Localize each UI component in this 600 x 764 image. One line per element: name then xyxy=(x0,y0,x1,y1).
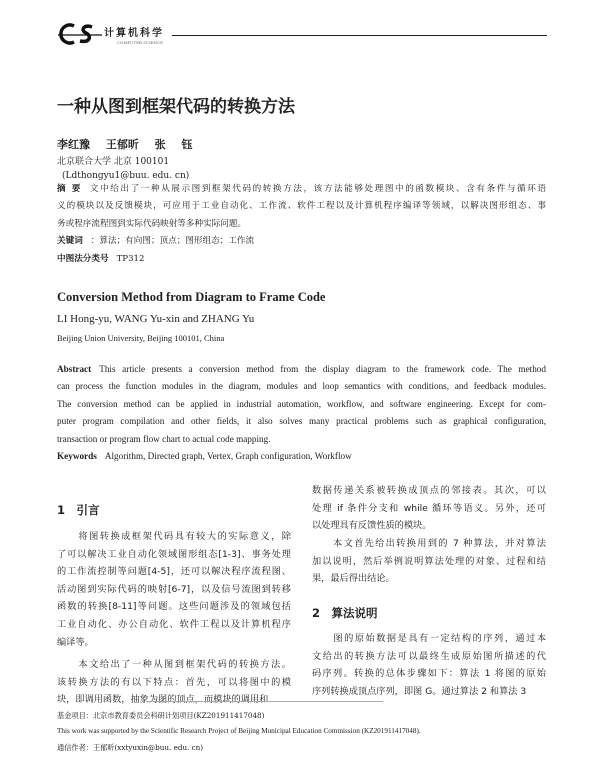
keywords-en-value: Algorithm, Directed graph, Vertex, Graph configuration, Workflow xyxy=(104,451,352,462)
affiliation-cn: 北京联合大学 北京 100101 xyxy=(57,157,170,167)
text-line: 数据传递关系被转换成顶点的邻接表。其次，可以 xyxy=(312,485,546,496)
footnote-fund-en: This work was supported by the Scientific Research Project of Beijing Municipal Education Commission (KZ201911417048). xyxy=(57,727,421,735)
text-line: puter program compilation and other fields, it also solves many practical problems such as graphical configuration, xyxy=(57,416,546,427)
right-paragraph-2 xyxy=(312,535,546,588)
text-line: 该转换方法的有以下特点：首先，可以将图中的模 xyxy=(57,676,291,688)
abstract-en-lines xyxy=(57,361,546,448)
text-line: 码序列。转换的总体步骤如下：算法 1 将图的原始 xyxy=(312,668,546,680)
keywords-label: 关键词 xyxy=(57,236,83,247)
text-line: The conversion method can be applied in industrial automation, workflow, and software engineering. Except for com- xyxy=(57,398,546,409)
classification-cn xyxy=(57,251,546,268)
footnote-divider xyxy=(147,701,383,702)
text-line: 处理 if 条件分支和 while 循环等语义。另外，还可 xyxy=(312,502,546,514)
text-line: 工业自动化、办公自动化、软件工程以及计算机程序 xyxy=(57,618,291,630)
english-title: Conversion Method from Diagram to Frame Code xyxy=(57,290,326,304)
journal-logo-icon xyxy=(58,22,102,46)
text-line: 本文给出了一种从图到框架代码的转换方法。 xyxy=(57,659,291,670)
text-line: 将图转换成框架代码具有较大的实际意义，除 xyxy=(57,531,291,542)
text-line: 编译等。 xyxy=(57,636,94,648)
text-line: 以处理具有反馈性质的模块。 xyxy=(312,520,432,532)
page-title: 一种从图到框架代码的转换方法 xyxy=(57,97,295,117)
text-line: 果，最后得出结论。 xyxy=(312,573,395,585)
footnote-corresponding: 通信作者：王郁昕(xxtyuxin@buu. edu. cn) xyxy=(57,743,204,752)
affiliation-en: Beijing Union University, Beijing 100101, China xyxy=(57,333,225,343)
abstract-cn-lines xyxy=(57,181,546,233)
classification-value: TP312 xyxy=(116,253,145,264)
footnote-fund-cn: 基金项目：北京市教育委员会科研计划项目(KZ201911417048) xyxy=(57,711,265,720)
text-line: 函数的转换[8-11]等问题。这些问题涉及的领域包括 xyxy=(57,601,291,613)
text-line: Abstract This article presents a conversion method from the display diagram to the framework code. The method xyxy=(57,364,546,374)
section-1-heading: 1 引言 xyxy=(57,503,100,517)
text-line: 了可以解决工业自动化领域图形组态[1-3]、事务处理 xyxy=(57,548,291,560)
text-line: 本文首先给出转换用到的 7 种算法，并对算法 xyxy=(312,538,546,549)
text-line: 摘 要 文中给出了一种从展示图到框架代码的转换方法，该方法能够处理图中的函数模块、含有条件与循环语 xyxy=(57,184,546,194)
text-line: 图的原始数据是具有一定结构的序列，通过本 xyxy=(312,633,546,644)
text-line: 文给出的转换方法可以最终生成原始图所描述的代 xyxy=(312,650,546,662)
right-paragraph-3 xyxy=(312,630,546,700)
text-line: 活动图到实际代码的映射[6-7]，以及信号流图到转移 xyxy=(57,583,291,595)
keywords-value: ：算法；有向图；顶点；图形组态；工作流 xyxy=(90,236,255,247)
abstract-cn xyxy=(57,181,546,268)
text-line: transaction or program flow chart to actual code mapping. xyxy=(57,433,271,444)
text-line: 块，即调用函数，抽象为图的顶点，而模块的调用和 xyxy=(57,694,269,706)
text-line: 义的模块以及反馈模块，可应用于工业自动化、工作流、软件工程以及计算机程序编译等领域，以解决图形组态、事 xyxy=(57,201,546,212)
authors-en: LI Hong-yu, WANG Yu-xin and ZHANG Yu xyxy=(57,313,255,325)
abstract-en xyxy=(57,361,546,465)
text-line: can process the function modules in the diagram, modules and loop semantics with conditions, and feedback modules. xyxy=(57,381,546,392)
left-paragraph-1 xyxy=(57,528,291,651)
text-line: 序列转换成顶点序列，即图 G。通过算法 2 和算法 3 xyxy=(312,685,527,697)
keywords-cn xyxy=(57,233,546,250)
abstract-label: Abstract xyxy=(57,364,92,374)
abstract-label: 摘 要 xyxy=(57,184,82,194)
text-line: 的工作流控制等问题[4-5]，还可以解决程序流程图、 xyxy=(57,566,291,578)
header-rule xyxy=(172,35,547,36)
authors-cn: 李红豫 王郁昕 张 钰 xyxy=(57,138,193,151)
journal-name: 计算机科学 xyxy=(104,28,164,39)
text-line: 务或程序流程图到实际代码映射等多种实际问题。 xyxy=(57,218,247,229)
section-2-heading: 2 算法说明 xyxy=(312,606,378,620)
text-line: 加以说明，然后举例说明算法处理的对象、过程和结 xyxy=(312,555,546,567)
right-paragraph-1 xyxy=(312,482,546,535)
keywords-en-label: Keywords xyxy=(57,451,97,462)
journal-subtitle: COMPUTER SCIENCE xyxy=(117,40,164,45)
classification-label: 中图法分类号 xyxy=(57,253,109,264)
keywords-en xyxy=(57,448,546,465)
email-cn: (Ldthongyu1@buu. edu. cn) xyxy=(62,171,190,181)
